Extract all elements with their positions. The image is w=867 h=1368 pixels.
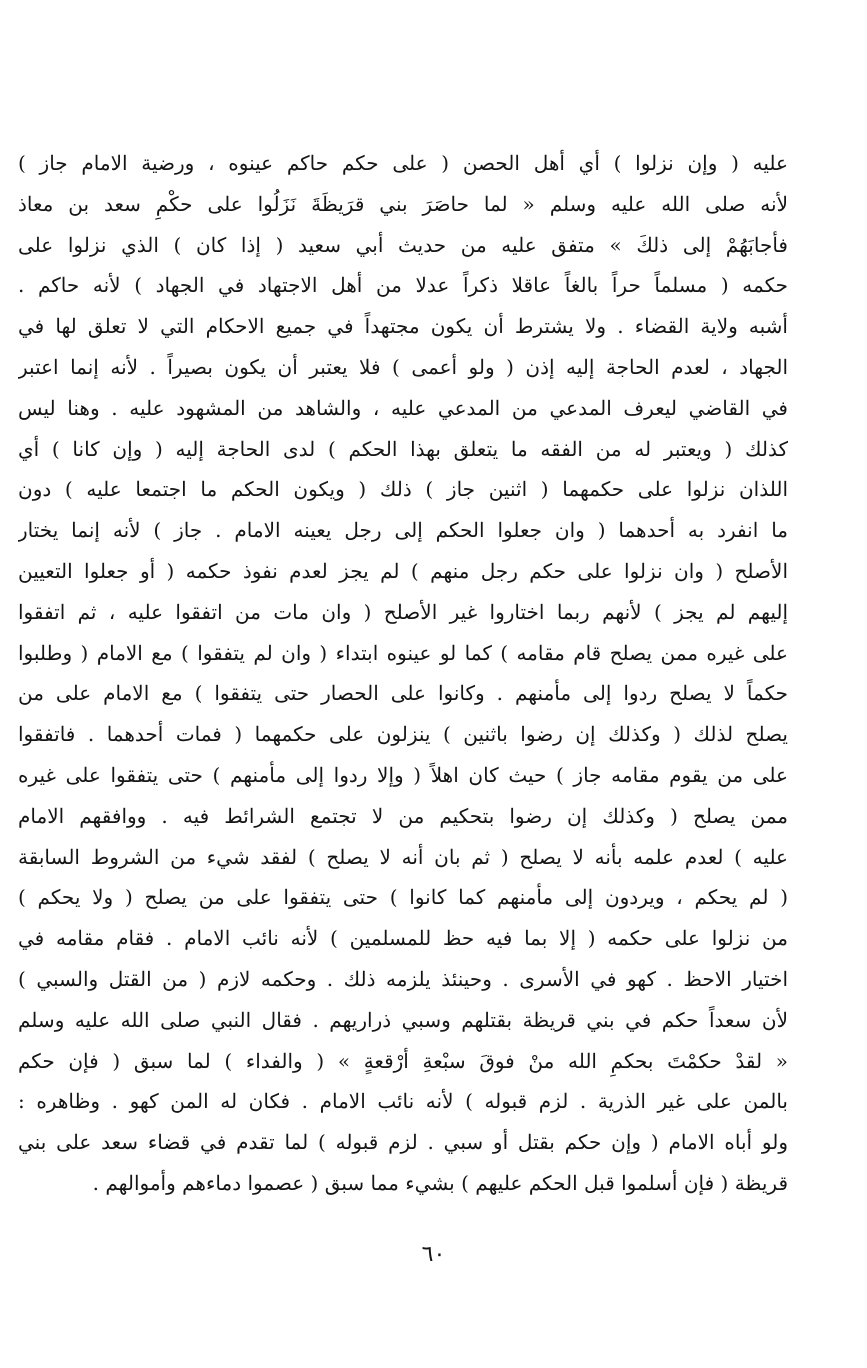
text-line: حكمه ( مسلماً حراً بالغاً عاقلا ذكراً عدلا من أهل الاجتهاد في الجهاد ) لأنه حاكم . xyxy=(18,273,788,298)
text-line: لأنه صلى الله عليه وسلم « لما حاصَرَ بني قرَيظَةَ نَزَلُوا على حكْمِ سعد بن معاذ xyxy=(18,191,788,216)
text-line: « لقدْ حكمْتَ بحكمِ الله منْ فوقَ سبْعةِ أرْقعةٍ » ( والفداء ) لما سبق ( فإن حكم xyxy=(18,1048,788,1073)
text-line: في القاضي ليعرف المدعي من المدعي عليه ، والشاهد من المشهود عليه . وهنا ليس xyxy=(18,395,788,420)
text-line: ولو أباه الامام ( وإن حكم بقتل أو سبي . لزم قبوله ) لما تقدم في قضاء سعد على بني xyxy=(18,1130,788,1155)
text-line: الأصلح ( وان نزلوا على حكم رجل منهم ) لم يجز لعدم نفوذ حكمه ( أو جعلوا التعيين xyxy=(18,558,788,583)
text-line: اللذان نزلوا على حكمهما ( اثنين جاز ) ذلك ( ويكون الحكم ما اجتمعا عليه ) دون xyxy=(18,477,788,502)
text-line: ما انفرد به أحدهما ( وان جعلوا الحكم إلى رجل يعينه الامام . جاز ) لأنه إنما يختار xyxy=(18,518,788,543)
body-text xyxy=(18,143,788,1204)
text-line: عليه ) لعدم علمه بأنه لا يصلح ( ثم بان أنه لا يصلح ) لفقد شيء من الشروط السابقة xyxy=(18,844,788,869)
text-line: اختيار الاحظ . كهو في الأسرى . وحينئذ يلزمه ذلك . وحكمه لازم ( من القتل والسبي ) xyxy=(18,966,788,991)
text-line: من نزلوا على حكمه ( إلا بما فيه حظ للمسلمين ) لأنه نائب الامام . فقام مقامه في xyxy=(18,926,788,951)
page-number: ٦٠ xyxy=(421,1242,446,1267)
text-line: عليه ( وإن نزلوا ) أي أهل الحصن ( على حكم حاكم عينوه ، ورضية الامام جاز ) xyxy=(18,151,788,175)
text-line: ممن يصلح ( وكذلك إن رضوا بتحكيم من لا تجتمع الشرائط فيه . ووافقهم الامام xyxy=(18,803,788,828)
text-line: يصلح لذلك ( وكذلك إن رضوا باثنين ) ينزلون على حكمهما ( فمات أحدهما . فاتفقوا xyxy=(18,722,788,747)
text-line: بالمن على غير الذرية . لزم قبوله ) لأنه نائب الامام . فكان له المن كهو . وظاهره : xyxy=(18,1089,788,1114)
text-line: قريظة ( فإن أسلموا قبل الحكم عليهم ) بشيء مما سبق ( عصموا دماءهم وأموالهم . xyxy=(92,1170,788,1195)
text-line: على من يقوم مقامه جاز ) حيث كان اهلاً ( وإلا ردوا إلى مأمنهم ) حتى يتفقوا على غيره xyxy=(18,762,788,787)
text-line: كذلك ( ويعتبر له من الفقه ما يتعلق بهذا الحكم ) لدى الحاجة إليه ( وإن كانا ) أي xyxy=(18,436,788,461)
text-line: فأجابَهُمْ إلى ذلكَ » متفق عليه من حديث أبي سعيد ( إذا كان ) الذي نزلوا على xyxy=(18,232,788,257)
text-line: إليهم لم يجز ) لأنهم ربما اختاروا غير الأصلح ( وان مات من اتفقوا عليه ، ثم اتفقوا xyxy=(18,599,788,624)
text-line: لأن سعداً حكم في بني قريظة بقتلهم وسبي ذراريهم . فقال النبي صلى الله عليه وسلم xyxy=(18,1007,788,1032)
text-line: ( لم يحكم ، ويردون إلى مأمنهم كما كانوا ) حتى يتفقوا على من يصلح ( ولا يحكم ) xyxy=(18,885,788,910)
text-line: حكماً لا يصلح ردوا إلى مأمنهم . وكانوا على الحصار حتى يتفقوا ) مع الامام على من xyxy=(18,681,788,706)
text-line: الجهاد ، لعدم الحاجة إليه إذن ( ولو أعمى ) فلا يعتبر أن يكون بصيراً . لأنه إنما اعتبر xyxy=(18,354,788,379)
text-line: أشبه ولاية القضاء . ولا يشترط أن يكون مجتهداً في جميع الاحكام التي لا تعلق لها في xyxy=(18,314,788,339)
text-line: على غيره ممن يصلح قام مقامه ) كما لو عينوه ابتداء ( وان لم يتفقوا ) مع الامام ( وطلبوا xyxy=(18,640,788,665)
